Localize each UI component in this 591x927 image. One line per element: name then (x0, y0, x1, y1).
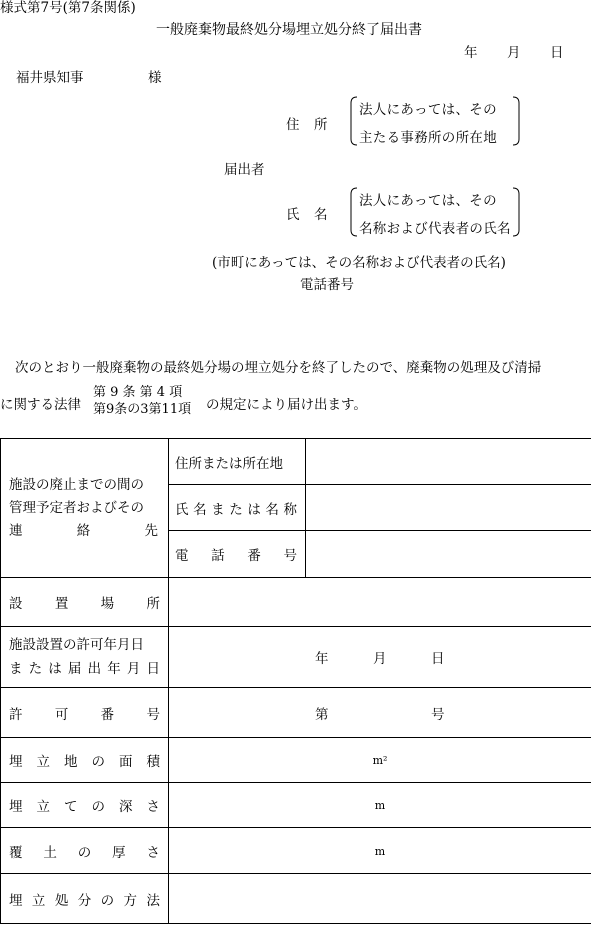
char: 立 (31, 892, 46, 909)
location-value[interactable] (169, 578, 591, 627)
document-title: 一般廃棄物最終処分場埋立処分終了届出書 (156, 22, 422, 38)
char: 埋 (9, 799, 23, 815)
permit-date-label (1, 627, 169, 688)
char: 処 (54, 892, 69, 909)
char: 年 (107, 661, 121, 677)
manager-label-cell (1, 439, 169, 578)
char: 号 (283, 548, 297, 564)
body-line-1: 次のとおり一般廃棄物の最終処分場の埋立処分を終了したので、廃棄物の処理及び清掃 (15, 360, 542, 376)
permit-no-label (1, 688, 169, 738)
char: の (77, 844, 92, 861)
method-value[interactable] (169, 874, 591, 924)
char: 届 (67, 661, 82, 677)
date-year-label: 年 (464, 45, 478, 61)
sub-address-text: 住所または所在地 (175, 455, 283, 472)
manager-name-value[interactable] (306, 485, 591, 531)
depth-value[interactable] (169, 783, 591, 828)
date-day-label: 日 (550, 45, 564, 61)
depth-unit: m (374, 799, 386, 812)
char: 番 (100, 706, 115, 723)
char: の (91, 799, 105, 815)
cover-label (1, 828, 169, 874)
char: 月 (126, 661, 141, 677)
address-label-1: 住 (286, 117, 300, 133)
name-note (349, 186, 521, 236)
cover-value[interactable] (169, 828, 591, 874)
char: 名 (193, 501, 207, 518)
permit-date-label-1: 施設設置の許可年月日 (9, 637, 144, 653)
manager-phone-value[interactable] (306, 531, 591, 578)
permit-no-prefix: 第 (315, 706, 329, 723)
char: 土 (43, 844, 57, 861)
city-note: (市町にあっては、その名称および代表者の氏名) (212, 255, 506, 271)
addressee-suffix: 様 (148, 70, 162, 86)
address-note-line-2: 主たる事務所の所在地 (359, 130, 497, 146)
char: て (64, 799, 78, 815)
cover-unit: m (374, 844, 386, 858)
method-label (1, 874, 169, 924)
char: ま (211, 501, 225, 518)
address-note (349, 95, 521, 145)
char: 設 (9, 596, 23, 612)
permit-date-value[interactable] (169, 627, 591, 688)
address-note-line-1: 法人にあっては、その (359, 102, 497, 118)
notifier-label: 届出者 (224, 162, 265, 178)
manager-label-1: 施設の廃止までの間の (9, 476, 144, 493)
char: 地 (64, 754, 78, 770)
phone-label: 電話番号 (300, 277, 354, 293)
location-label (1, 578, 169, 627)
sub-address-label (169, 439, 306, 485)
char: 埋 (9, 754, 23, 770)
manager-label-3 (9, 520, 162, 543)
char: 場 (100, 596, 115, 612)
date-month-label: 月 (507, 45, 521, 61)
law-reference-2: 第9条の3第11項 (93, 402, 192, 417)
char: 出 (87, 661, 102, 677)
char: 話 (211, 548, 225, 564)
area-label (1, 738, 169, 783)
char: さ (146, 799, 160, 815)
char: 所 (146, 596, 160, 612)
char: ま (9, 661, 23, 677)
char: 絡 (76, 522, 91, 539)
manager-label-2: 管理予定者およびその (9, 499, 144, 516)
char: 置 (54, 596, 69, 612)
char: は (247, 501, 261, 518)
char: 名 (265, 501, 279, 518)
permit-date-day: 日 (431, 651, 445, 667)
name-note-line-1: 法人にあっては、その (359, 193, 497, 209)
char: 法 (146, 892, 160, 909)
char: 号 (146, 706, 160, 723)
depth-label (1, 783, 169, 828)
law-reference-1: 第 9 条 第 4 項 (93, 385, 183, 400)
sub-phone-label (169, 531, 306, 578)
permit-no-suffix: 号 (431, 706, 445, 723)
char: の (91, 754, 105, 770)
form-number: 様式第7号(第7条関係) (0, 0, 136, 16)
char: 先 (144, 522, 158, 539)
address-label-2: 所 (314, 117, 328, 133)
name-note-line-2: 名称および代表者の氏名 (359, 221, 511, 237)
area-value[interactable] (169, 738, 591, 783)
char: た (28, 661, 43, 677)
name-label-2: 名 (314, 207, 328, 223)
body-line-2-prefix: に関する法律 (0, 397, 81, 413)
permit-date-label-2 (9, 657, 160, 681)
char: 氏 (175, 501, 189, 518)
area-unit: m² (372, 754, 388, 767)
char: の (100, 892, 115, 909)
char: 番 (247, 548, 261, 564)
permit-no-value[interactable] (169, 688, 591, 738)
notification-table (0, 438, 591, 924)
char: た (229, 501, 243, 518)
char: 方 (123, 892, 138, 909)
char: 厚 (112, 844, 126, 861)
manager-address-value[interactable] (306, 439, 591, 485)
char: は (48, 661, 62, 677)
name-label-1: 氏 (286, 207, 300, 223)
char: 許 (9, 706, 23, 723)
char: 日 (146, 661, 160, 677)
char: 可 (54, 706, 69, 723)
char: 埋 (9, 892, 23, 909)
permit-date-month: 月 (373, 651, 387, 667)
char: 積 (146, 754, 160, 770)
addressee: 福井県知事 (16, 70, 84, 86)
char: 立 (36, 799, 50, 815)
char: 面 (119, 754, 133, 770)
body-line-2-suffix: の規定により届け出ます。 (206, 397, 367, 413)
char: 分 (77, 892, 92, 909)
law-reference (93, 384, 191, 418)
char: 電 (175, 548, 189, 564)
char: 立 (36, 754, 50, 770)
char: 連 (9, 522, 23, 539)
char: 覆 (9, 844, 23, 861)
char: さ (146, 844, 160, 861)
char: 称 (283, 501, 297, 518)
permit-date-year: 年 (315, 651, 329, 667)
char: 深 (119, 799, 133, 815)
sub-name-label (169, 485, 306, 531)
